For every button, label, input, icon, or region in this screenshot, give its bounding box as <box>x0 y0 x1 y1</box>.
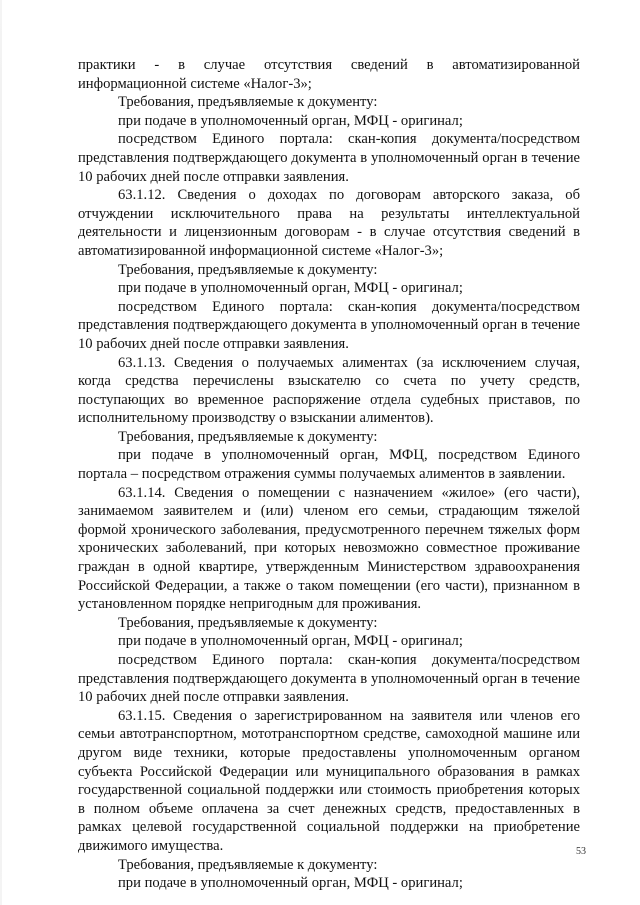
paragraph: Требования, предъявляемые к документу: <box>118 856 378 873</box>
paragraph: Требования, предъявляемые к документу: <box>118 428 378 445</box>
page-number: 53 <box>576 846 586 857</box>
paragraph-section-63-1-13: 63.1.13. Сведения о получаемых алиментах (за исключением случая, когда средства перечислены взыскателю со счета по учету средств, поступающих во временное распоряжение отдела судебных приставов, по исполнительному производству о взыскании алиментов). <box>78 354 580 427</box>
paragraph: при подаче в уполномоченный орган, МФЦ - оригинал; <box>118 280 463 297</box>
paragraph: при подаче в уполномоченный орган, МФЦ - оригинал; <box>118 633 463 650</box>
paragraph: посредством Единого портала: скан-копия документа/посредством представления подтверждающего документа в уполномоченный орган в течение 10 рабочих дней после отправки заявления. <box>78 298 580 352</box>
document-body <box>78 56 580 893</box>
paragraph: Требования, предъявляемые к документу: <box>118 261 378 278</box>
paragraph: Требования, предъявляемые к документу: <box>118 614 378 631</box>
paragraph: при подаче в уполномоченный орган, МФЦ, посредством Единого портала – посредством отражения суммы получаемых алиментов в заявлении. <box>78 447 580 483</box>
paragraph-section-63-1-15: 63.1.15. Сведения о зарегистрированном на заявителя или членов его семьи автотранспортном, мототранспортном средстве, самоходной машине или другом виде техники, которые предоставлены уполномоченным органом субъекта Российской Федерации или муниципального образования в рамках государственной социальной поддержки или стоимость приобретения которых в полном объеме оплачена за счет денежных средств, предоставленных в рамках целевой государственной социальной поддержки на приобретение движимого имущества. <box>78 707 580 854</box>
scan-edge <box>0 0 2 905</box>
paragraph: Требования, предъявляемые к документу: <box>118 94 378 111</box>
paragraph: посредством Единого портала: скан-копия документа/посредством представления подтверждающего документа в уполномоченный орган в течение 10 рабочих дней после отправки заявления. <box>78 131 580 185</box>
paragraph: посредством Единого портала: скан-копия документа/посредством представления подтверждающего документа в уполномоченный орган в течение 10 рабочих дней после отправки заявления. <box>78 652 580 706</box>
paragraph: практики - в случае отсутствия сведений в автоматизированной информационной системе «Налог-3»; <box>78 57 580 92</box>
paragraph: при подаче в уполномоченный орган, МФЦ - оригинал; <box>118 875 463 892</box>
paragraph-section-63-1-12: 63.1.12. Сведения о доходах по договорам авторского заказа, об отчуждении исключительного права на результаты интеллектуальной деятельности и лицензионным договорам - в случае отсутствия сведений в автоматизированной информационной системе «Налог-3»; <box>78 187 580 259</box>
paragraph: при подаче в уполномоченный орган, МФЦ - оригинал; <box>118 112 463 129</box>
paragraph-section-63-1-14: 63.1.14. Сведения о помещении с назначением «жилое» (его части), занимаемом заявителем и (или) членом его семьи, страдающим тяжелой формой хронического заболевания, предусмотренного перечнем тяжелых форм хронических заболеваний, при которых невозможно совместное проживание граждан в одной квартире, утвержденным Министерством здравоохранения Российской Федерации, а также о таком помещении (его части), признанном в установленном порядке непригодным для проживания. <box>78 484 580 613</box>
